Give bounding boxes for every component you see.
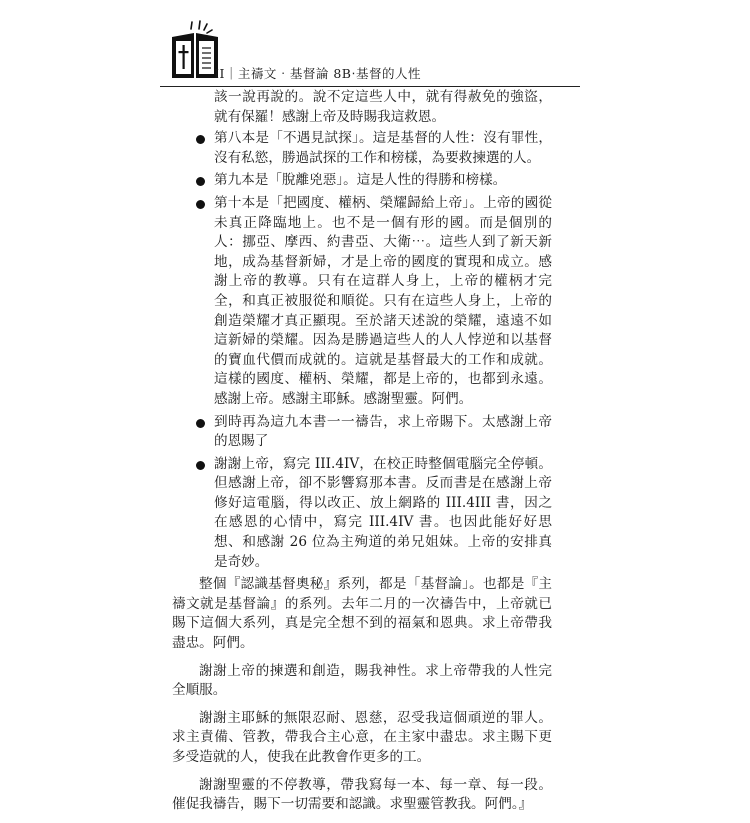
list-item-text: 謝謝上帝，寫完 III.4IV，在校正時整個電腦完全停頓。但感謝上帝，卻不影響寫那本書。反而書是在感謝上帝修好這電腦，得以改正、放上網路的 III.4III 書，因之在感恩的心情中，寫完 III.4IV 書。也因此能好好思想、和感謝 26 位為主殉道的弟兄姐妹。上帝的安排真是奇妙。 — [214, 455, 552, 570]
list-item-text: 到時再為這九本書一一禱告，求上帝賜下。太感謝上帝的恩賜了 — [214, 413, 552, 450]
list-item — [172, 455, 552, 573]
list-item — [172, 171, 552, 191]
body-paragraph: 謝謝聖靈的不停教導，帶我寫每一本、每一章、每一段。催促我禱告，賜下一切需要和認識。求聖靈管教我。阿們。』 — [172, 776, 552, 813]
body-paragraph: 謝謝主耶穌的無限忍耐、恩慈，忍受我這個頑逆的罪人。求主責備、管教，帶我合主心意，在主家中盡忠。求主賜下更多受造就的人，使我在此教會作更多的工。 — [172, 709, 552, 765]
header-rule — [160, 86, 580, 87]
running-head: II｜主禱文‧基督論 8B‧基督的人性 — [214, 66, 421, 81]
bullet-dot-icon — [196, 461, 205, 470]
bullet-dot-icon — [196, 200, 205, 209]
bullet-dot-icon — [196, 135, 205, 144]
list-item-text: 第九本是「脫離兇惡」。這是人性的得勝和榜樣。 — [214, 172, 507, 189]
bullet-dot-icon — [196, 419, 205, 428]
bible-book-with-cross-icon — [170, 20, 220, 78]
body-paragraph: 謝謝上帝的揀選和創造，賜我神性。求上帝帶我的人性完全順服。 — [172, 662, 552, 699]
bullet-dot-icon — [196, 177, 205, 186]
list-item — [172, 194, 552, 410]
list-item — [172, 129, 552, 168]
list-item-text: 第八本是「不遇見試探」。這是基督的人性：沒有罪性，沒有私慾，勝過試探的工作和榜樣，為要救揀選的人。 — [214, 130, 552, 166]
page-header — [160, 14, 580, 84]
list-item-text: 第十本是「把國度、權柄、榮耀歸給上帝」。上帝的國從未真正降臨地上。也不是一個有形的國。而是個別的人：挪亞、摩西、約書亞、大衛⋯。這些人到了新天新地，成為基督新婦，才是上帝的國度的實現和成立。感謝上帝的教導。只有在這群人身上，上帝的權柄才完全，和真正被服從和順從。只有在這些人身上，上帝的創造榮耀才真正顯現。至於諸天述說的榮耀，遠遠不如這新婦的榮耀。因為是勝過這些人的人人悖逆和以基督的寶血代價而成就的。這就是基督最大的工作和成就。這樣的國度、權柄、榮耀，都是上帝的，也都到永遠。感謝上帝。感謝主耶穌。感謝聖靈。阿們。 — [214, 194, 552, 407]
bullet-list — [172, 129, 552, 572]
continuation-paragraph: 該一說再說的。說不定這些人中，就有得赦免的強盜，就有保羅！感謝上帝及時賜我這救恩。 — [214, 89, 552, 125]
body-paragraph: 整個『認識基督奧秘』系列，都是「基督論」。也都是『主禱文就是基督論』的系列。去年二月的一次禱告中，上帝就已賜下這個大系列，真是完全想不到的福氣和恩典。求上帝帶我盡忠。阿們。 — [172, 576, 552, 652]
list-item — [172, 413, 552, 452]
page-body — [172, 88, 552, 823]
